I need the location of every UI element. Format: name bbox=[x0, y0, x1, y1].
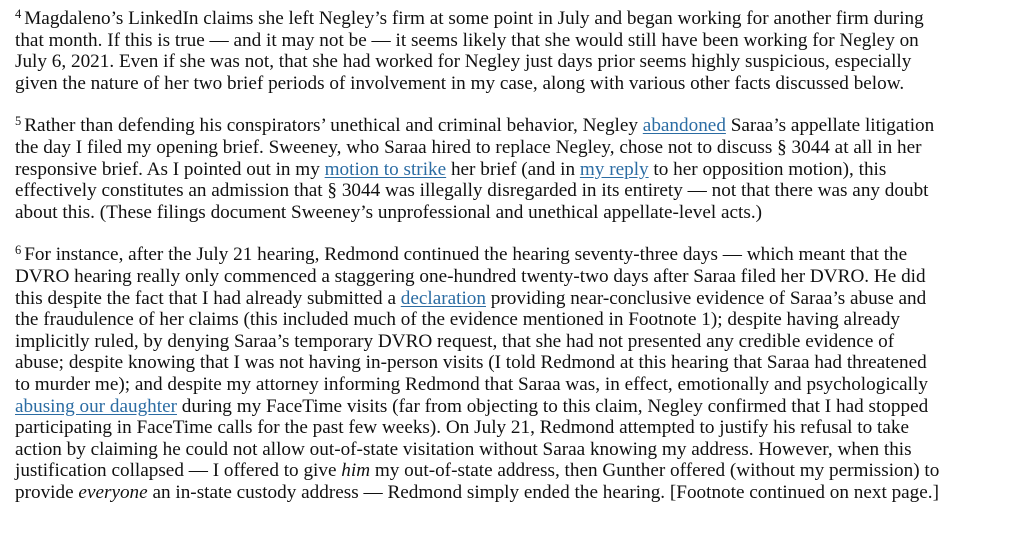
footnote-line bbox=[15, 460, 1016, 482]
footnote-line: participating in FaceTime calls for the past few weeks). On July 21, Redmond attempted to justify his refusal to take bbox=[15, 417, 909, 439]
footnote-line: to murder me); and despite my attorney informing Redmond that Saraa was, in effect, emotionally and psychologically bbox=[15, 373, 928, 395]
my-reply-link[interactable]: my reply bbox=[579, 158, 649, 180]
footnote-line: about this. (These filings document Sweeney’s unprofessional and unethical appellate-level acts.) bbox=[15, 201, 763, 223]
footnote-line: that month. If this is true — and it may not be — it seems likely that she would still have been working for Negley on bbox=[15, 29, 919, 51]
footnote-5 bbox=[15, 115, 1016, 223]
text: this despite the fact that I had already submitted a bbox=[15, 287, 401, 309]
footnote-4 bbox=[15, 8, 1016, 94]
footnote-line: the fraudulence of her claims (this included much of the evidence mentioned in Footnote 1); despite having already bbox=[15, 309, 901, 331]
footnote-line bbox=[15, 115, 1016, 137]
emphasis-everyone: everyone bbox=[78, 481, 148, 503]
text: Saraa’s appellate litigation bbox=[725, 115, 935, 137]
text: to her opposition motion), this bbox=[648, 158, 887, 180]
emphasis-him: him bbox=[341, 460, 371, 482]
text: Magdaleno’s LinkedIn claims she left Negley’s firm at some point in July and began working for another firm during bbox=[24, 8, 924, 29]
footnote-6 bbox=[15, 244, 1016, 503]
footnote-line: abuse; despite knowing that I was not having in-person visits (I told Redmond at this hearing that Saraa had threatened bbox=[15, 352, 927, 374]
footnote-line bbox=[15, 159, 1016, 181]
text: For instance, after the July 21 hearing, Redmond continued the hearing seventy-three days — which meant that the bbox=[24, 244, 908, 266]
text: provide bbox=[15, 481, 79, 503]
text: during my FaceTime visits (far from objecting to this claim, Negley confirmed that I had stopped bbox=[177, 395, 929, 417]
text: justification collapsed — I offered to give bbox=[15, 460, 342, 482]
text: providing near-conclusive evidence of Saraa’s abuse and bbox=[486, 287, 927, 309]
footnote-line: given the nature of her two brief periods of involvement in my case, along with various other facts discussed below. bbox=[15, 72, 905, 94]
abusing-our-daughter-link[interactable]: abusing our daughter bbox=[15, 395, 177, 417]
text: responsive brief. As I pointed out in my bbox=[15, 158, 325, 180]
text: my out-of-state address, then Gunther offered (without my permission) to bbox=[370, 460, 940, 482]
text: an in-state custody address — Redmond simply ended the hearing. [Footnote continued on next page.] bbox=[147, 481, 939, 503]
footnote-line: implicitly ruled, by denying Saraa’s temporary DVRO request, that she had not presented any credible evidence of bbox=[15, 330, 895, 352]
footnote-line: action by claiming he could not allow out-of-state visitation without Saraa knowing my address. However, when this bbox=[15, 438, 912, 460]
footnote-line: July 6, 2021. Even if she was not, that she had worked for Negley just days prior seems highly suspicious, especially bbox=[15, 51, 912, 73]
footnote-number: 5 bbox=[15, 114, 22, 129]
footnote-line bbox=[15, 396, 1016, 418]
text: her brief (and in bbox=[446, 158, 580, 180]
footnote-line: effectively constitutes an admission that § 3044 was illegally disregarded in its entirety — not that there was any doubt bbox=[15, 180, 929, 202]
abandoned-link[interactable]: abandoned bbox=[642, 115, 726, 137]
footnote-line bbox=[15, 8, 1016, 30]
footnote-line bbox=[15, 244, 1016, 266]
footnote-line bbox=[15, 288, 1016, 310]
footnote-number: 4 bbox=[15, 7, 22, 21]
footnote-number: 6 bbox=[15, 243, 22, 258]
motion-to-strike-link[interactable]: motion to strike bbox=[324, 158, 447, 180]
text: Rather than defending his conspirators’ unethical and criminal behavior, Negley bbox=[24, 115, 643, 137]
declaration-link[interactable]: declaration bbox=[400, 287, 486, 309]
footnote-line: DVRO hearing really only commenced a staggering one-hundred twenty-two days after Saraa filed her DVRO. He did bbox=[15, 265, 926, 287]
footnote-line bbox=[15, 482, 1016, 504]
footnote-line: the day I filed my opening brief. Sweeney, who Saraa hired to replace Negley, chose not to discuss § 3044 at all in her bbox=[15, 136, 922, 158]
